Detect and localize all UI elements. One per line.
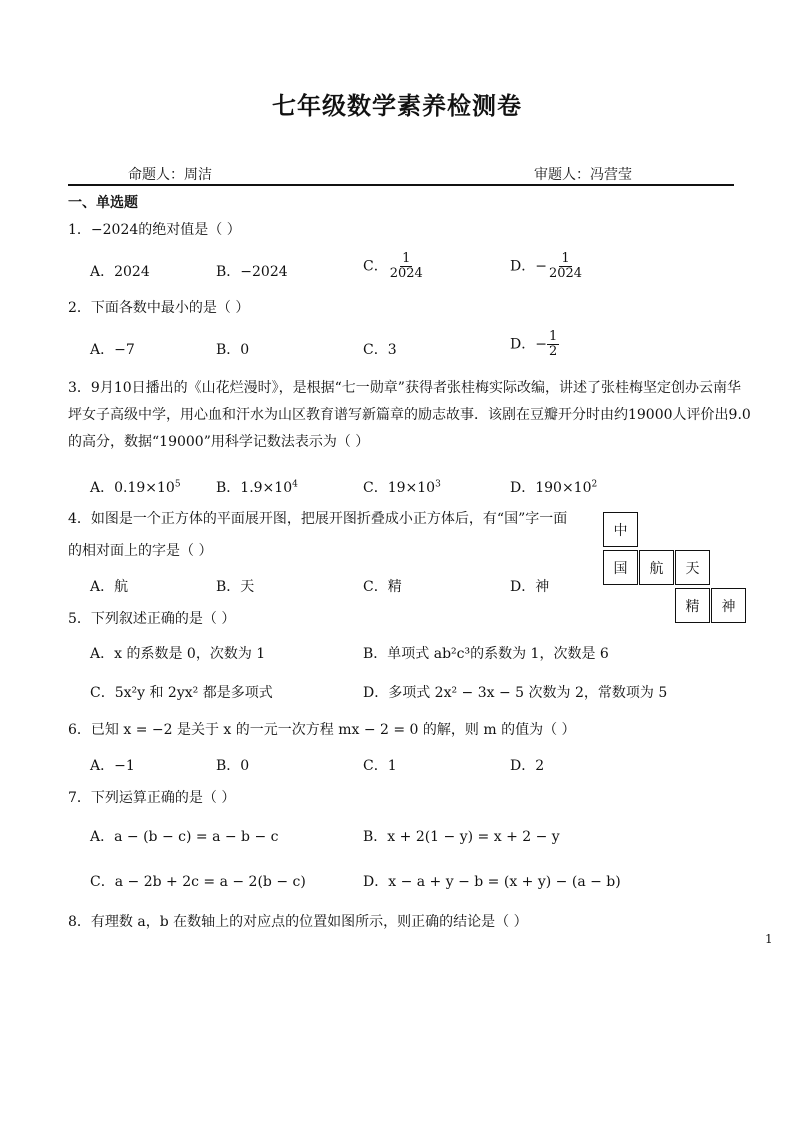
q3-option-a: A．$0.19\times 10^5$ — [90, 479, 181, 496]
q1-option-a: A．2024 — [90, 264, 150, 280]
question-8-stem: 8．有理数 a，b 在数轴上的对应点的位置如图所示，则正确的结论是（ ） — [68, 914, 528, 930]
q2-option-b: B．0 — [216, 342, 250, 358]
q5-option-a: A．x 的系数是 0，次数为 1 — [90, 646, 266, 662]
q6-option-d: D．2 — [510, 758, 545, 774]
fraction: $\frac{1}{2024}$ — [548, 251, 583, 281]
page-number: 1 — [765, 932, 773, 946]
q1-option-d: D．− $\frac{1}{2024}$ — [510, 251, 583, 281]
q6-option-c: C．1 — [363, 758, 397, 774]
net-cell: 精 — [675, 588, 710, 623]
reviewer: 审题人：冯营莹 — [534, 167, 632, 183]
page-title: 七年级数学素养检测卷 — [272, 92, 522, 120]
question-4-stem-line2: 的相对面上的字是（ ） — [68, 543, 213, 559]
question-7-stem: 7．下列运算正确的是（ ） — [68, 790, 236, 806]
fraction: $\frac{1}{2024}$ — [389, 251, 423, 281]
q3-option-d: D．$190\times 10^2$ — [510, 479, 598, 496]
net-cell: 天 — [675, 550, 710, 585]
q7-option-a: A．a − (b − c) = a − b − c — [90, 829, 279, 845]
question-5-stem: 5．下列叙述正确的是（ ） — [68, 611, 236, 627]
q2-option-d: D．− $\frac{1}{2}$ — [510, 329, 558, 359]
q7-option-c: C．a − 2b + 2c = a − 2(b − c) — [90, 874, 306, 890]
q2-option-a: A．−7 — [90, 342, 135, 358]
net-cell: 中 — [603, 512, 638, 547]
net-cell: 国 — [603, 550, 638, 585]
section-heading: 一、单选题 — [68, 195, 138, 211]
question-4-stem-line1: 4．如图是一个正方体的平面展开图，把展开图折叠成小正方体后，有“国”字一面 — [68, 511, 568, 527]
q4-option-a: A．航 — [90, 579, 129, 595]
q5-option-b: B．单项式 ab²c³的系数为 1，次数是 6 — [363, 646, 609, 662]
q2-option-c: C．3 — [363, 342, 397, 358]
question-2-stem: 2．下面各数中最小的是（ ） — [68, 300, 250, 316]
question-6-stem: 6．已知 x = −2 是关于 x 的一元一次方程 mx − 2 = 0 的解，则 m 的值为（ ） — [68, 722, 576, 738]
q3-option-b: B．$1.9\times 10^4$ — [216, 479, 298, 496]
q7-option-b: B．x + 2(1 − y) = x + 2 − y — [363, 829, 560, 845]
author: 命题人：周洁 — [128, 167, 212, 183]
q6-option-a: A．−1 — [90, 758, 135, 774]
q6-option-b: B．0 — [216, 758, 250, 774]
q5-option-c: C．5x²y 和 2yx² 都是多项式 — [90, 685, 273, 701]
net-cell: 神 — [711, 588, 746, 623]
q4-option-c: C．精 — [363, 579, 402, 595]
q5-option-d: D．多项式 2x² − 3x − 5 次数为 2，常数项为 5 — [363, 685, 668, 701]
net-cell: 航 — [639, 550, 674, 585]
fraction: $\frac{1}{2}$ — [548, 329, 558, 359]
author-row — [68, 164, 734, 186]
q7-option-d: D．x − a + y − b = (x + y) − (a − b) — [363, 874, 621, 890]
question-1-stem: 1．−2024的绝对值是（ ） — [68, 222, 241, 238]
q1-option-c: C． $\frac{1}{2024}$ — [363, 251, 423, 281]
cube-net-figure — [603, 512, 753, 624]
q4-option-d: D．神 — [510, 579, 550, 595]
q4-option-b: B．天 — [216, 579, 255, 595]
q3-option-c: C．$19\times 10^3$ — [363, 479, 441, 496]
question-3-stem: 3．9月10日播出的《山花烂漫时》，是根据“七一勋章”获得者张桂梅实际改编，讲述了张桂梅坚定创办云南华坪女子高级中学，用心血和汗水为山区教育谱写新篇章的励志故事．该剧在豆瓣开分时由约19000人评价出9.0的高分，数据“19000”用科学记数法表示为（ ） — [68, 380, 751, 450]
q1-option-b: B．−2024 — [216, 264, 288, 280]
